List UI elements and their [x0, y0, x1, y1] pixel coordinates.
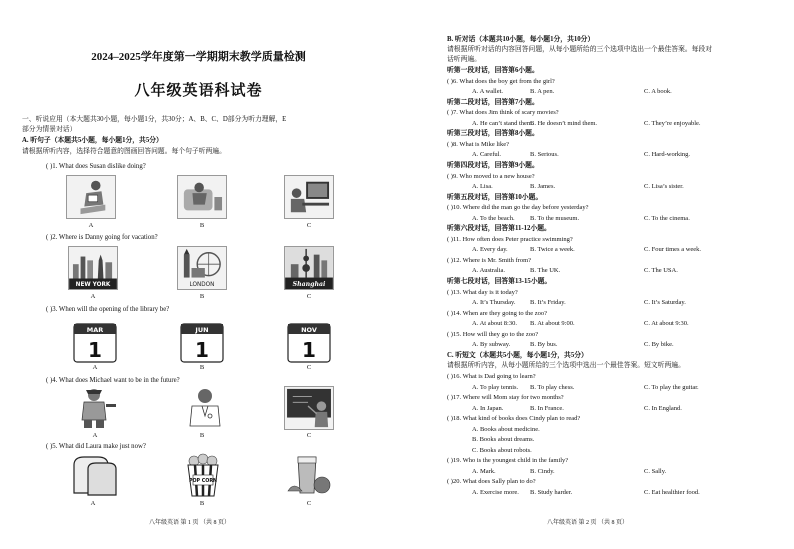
question-4: ( )4. What does Michael want to be in the future?: [46, 377, 180, 384]
label-c: C: [306, 432, 312, 439]
section-heading: 听第四段对话，回答第9小题。: [447, 161, 539, 169]
option-a: A. Mark.: [472, 467, 496, 475]
city-label-new-york: NEW YORK: [75, 282, 111, 289]
option-a: A. In Japan.: [472, 404, 504, 412]
option-b: B. By bus.: [530, 341, 558, 349]
calendar-month-mar: MAR: [86, 326, 104, 334]
option-line: B. Books about dreams.: [472, 436, 535, 444]
option-b: B. In France.: [530, 404, 564, 412]
option-b: B. The UK.: [530, 267, 561, 275]
label-b: B: [199, 500, 205, 507]
calendar-month-jun: JUN: [195, 326, 209, 334]
label-a: A: [92, 432, 98, 439]
section-heading: C. 听短文（本题共5小题，每小题1分，共5分）: [447, 351, 588, 359]
question: ( )6. What does the boy get from the girl?: [447, 77, 555, 85]
question: ( )13. What day is it today?: [447, 288, 518, 296]
option-c: C. By bike.: [644, 341, 674, 349]
question: ( )20. What does Sally plan to do?: [447, 478, 536, 486]
exam-page-right: [397, 0, 794, 549]
question-2: ( )2. Where is Danny going for vacation?: [46, 234, 158, 241]
section-heading: 听第六段对话，回答第11-12小题。: [447, 225, 551, 233]
picture-new-york: [68, 246, 118, 290]
page-footer: 八年级英语 第 1 页 （共 8 页）: [149, 520, 231, 526]
page-footer: 八年级英语 第 2 页 （共 8 页）: [547, 520, 629, 526]
option-a: A. Australia.: [472, 267, 506, 275]
option-c: C. Eat healthier food.: [644, 489, 700, 496]
option-c: C. At about 9:30.: [644, 320, 689, 328]
question: ( )17. Where will Mom stay for two months?: [447, 394, 564, 402]
picture-computer-user: [284, 175, 334, 219]
option-c: C. A book.: [644, 88, 672, 96]
question-5: ( )5. What did Laura make just now?: [46, 443, 146, 450]
option-c: C. It’s Saturday.: [644, 299, 686, 307]
option-a: A. To play tennis.: [472, 383, 519, 391]
label-a: A: [92, 364, 98, 371]
calendar-day: 1: [302, 338, 316, 362]
part-b-instructions: 请根据所听对话的内容回答问题，从每小题所给的三个选项中选出一个最佳答案。每段对: [447, 46, 713, 53]
section-heading: 听第五段对话，回答第10小题。: [447, 193, 543, 201]
label-b: B: [199, 432, 205, 439]
option-c: C. In England.: [644, 404, 682, 412]
option-a: A. To the beach.: [472, 214, 515, 222]
option-b: B. Twice a week.: [530, 246, 575, 254]
section-header: 一、听说应用（本大题共30小题，每小题1分，共30分；A、B、C、D部分为听力理解，E: [22, 116, 287, 123]
picture-teacher-blackboard: [284, 386, 334, 430]
question: ( )19. Who is the youngest child in the family?: [447, 457, 569, 465]
picture-girl-sofa: [177, 175, 227, 219]
picture-popcorn: [178, 453, 228, 497]
option-c: C. The USA.: [644, 267, 678, 275]
exam-subtitle: 八年级英语科试卷: [134, 83, 263, 99]
option-a: A. A wallet.: [472, 88, 504, 96]
question: ( )7. What does Jim think of scary movies?: [447, 109, 559, 117]
picture-bread: [68, 453, 118, 497]
section-heading: 听第七段对话，回答第13-15小题。: [447, 278, 552, 285]
label-a: A: [88, 222, 94, 229]
question: ( )9. Who moved to a new house?: [447, 172, 535, 180]
label-b: B: [199, 293, 205, 300]
picture-doctor: [180, 386, 230, 430]
question-3: ( )3. When will the opening of the library be?: [46, 306, 170, 313]
picture-reading-girl: [66, 175, 116, 219]
calendar-month-nov: NOV: [301, 326, 317, 334]
picture-calendar-nov: [284, 320, 334, 364]
popcorn-label: POP CORN: [188, 479, 218, 484]
label-b: B: [199, 364, 205, 371]
option-a: A. By subway.: [472, 341, 511, 349]
label-c: C: [306, 364, 312, 371]
option-b: B. At about 9:00.: [530, 320, 575, 328]
question: ( )15. How will they go to the zoo?: [447, 330, 539, 338]
question: ( )14. When are they going to the zoo?: [447, 309, 548, 317]
label-a: A: [90, 293, 96, 300]
part-b-instructions-cont: 话听两遍。: [447, 56, 481, 63]
calendar-day: 1: [195, 338, 209, 362]
option-c: C. To the cinema.: [644, 214, 690, 222]
option-c: C. Four times a week.: [644, 246, 702, 254]
city-label-london: LONDON: [189, 282, 215, 289]
option-b: B. To the museum.: [530, 214, 580, 222]
label-c: C: [306, 500, 312, 507]
option-c: C. Hard-working.: [644, 151, 691, 159]
instructions: 请根据所听内容，从每小题所给的三个选项中选出一个最佳答案。短文听两遍。: [447, 362, 685, 370]
label-c: C: [306, 293, 312, 300]
option-a: A. At about 8:30.: [472, 320, 517, 328]
picture-juice-fruit: [284, 453, 334, 497]
option-line: A. Books about medicine.: [472, 425, 540, 433]
option-b: B. He doesn’t mind them.: [530, 119, 598, 127]
option-a: A. Every day.: [472, 246, 508, 254]
option-c: C. Sally.: [644, 467, 667, 475]
option-c: C. To play the guitar.: [644, 383, 699, 391]
city-label-shanghai: Shanghai: [292, 281, 326, 289]
question: ( )8. What is Mike like?: [447, 140, 509, 148]
question: ( )11. How often does Peter practice swimming?: [447, 235, 573, 243]
part-a-header: A. 听句子（本题共5小题，每小题1分，共5分）: [22, 137, 163, 144]
option-a: A. Careful.: [472, 151, 502, 159]
section-header-cont: 部分为情景对话）: [22, 126, 77, 133]
option-b: B. Serious.: [530, 151, 559, 159]
option-c: C. They’re enjoyable.: [644, 119, 701, 127]
question: ( )16. What is Dad going to learn?: [447, 372, 536, 380]
label-c: C: [306, 222, 312, 229]
picture-firefighter: [72, 386, 122, 430]
question: ( )18. What kind of books does Cindy plan to read?: [447, 415, 581, 423]
option-b: B. To play chess.: [530, 383, 575, 391]
label-b: B: [199, 222, 205, 229]
option-b: B. Cindy.: [530, 467, 555, 475]
label-a: A: [90, 500, 96, 507]
option-b: B. Study harder.: [530, 489, 573, 496]
option-b: B. A pen.: [530, 88, 555, 96]
option-line: C. Books about robots.: [472, 446, 532, 454]
question: ( )10. Where did the man go the day before yesterday?: [447, 204, 589, 212]
picture-london: [177, 246, 227, 290]
option-a: A. Exercise more.: [472, 489, 519, 496]
exam-title: 2024–2025学年度第一学期期末教学质量检测: [91, 51, 306, 63]
picture-calendar-jun: [177, 320, 227, 364]
picture-shanghai: [284, 246, 334, 290]
calendar-day: 1: [88, 338, 102, 362]
option-b: B. James.: [530, 183, 556, 191]
option-a: A. Lisa.: [472, 183, 493, 191]
picture-calendar-mar: [70, 320, 120, 364]
option-a: A. He can’t stand them.: [472, 119, 534, 127]
section-heading: 听第一段对话，回答第6小题。: [447, 67, 539, 74]
question-1: ( )1. What does Susan dislike doing?: [46, 163, 146, 170]
section-heading: 听第三段对话，回答第8小题。: [447, 130, 539, 138]
part-b-header: B. 听对话（本题共10小题，每小题1分，共10分）: [447, 36, 595, 43]
part-a-instructions: 请根据所听内容，选择符合题意的图画回答问题。每个句子听两遍。: [22, 148, 226, 155]
option-c: C. Lisa’s sister.: [644, 183, 684, 191]
option-b: B. It’s Friday.: [530, 299, 566, 307]
option-a: A. It’s Thursday.: [472, 299, 516, 307]
question: ( )12. Where is Mr. Smith from?: [447, 256, 532, 264]
section-heading: 听第二段对话，回答第7小题。: [447, 98, 539, 106]
